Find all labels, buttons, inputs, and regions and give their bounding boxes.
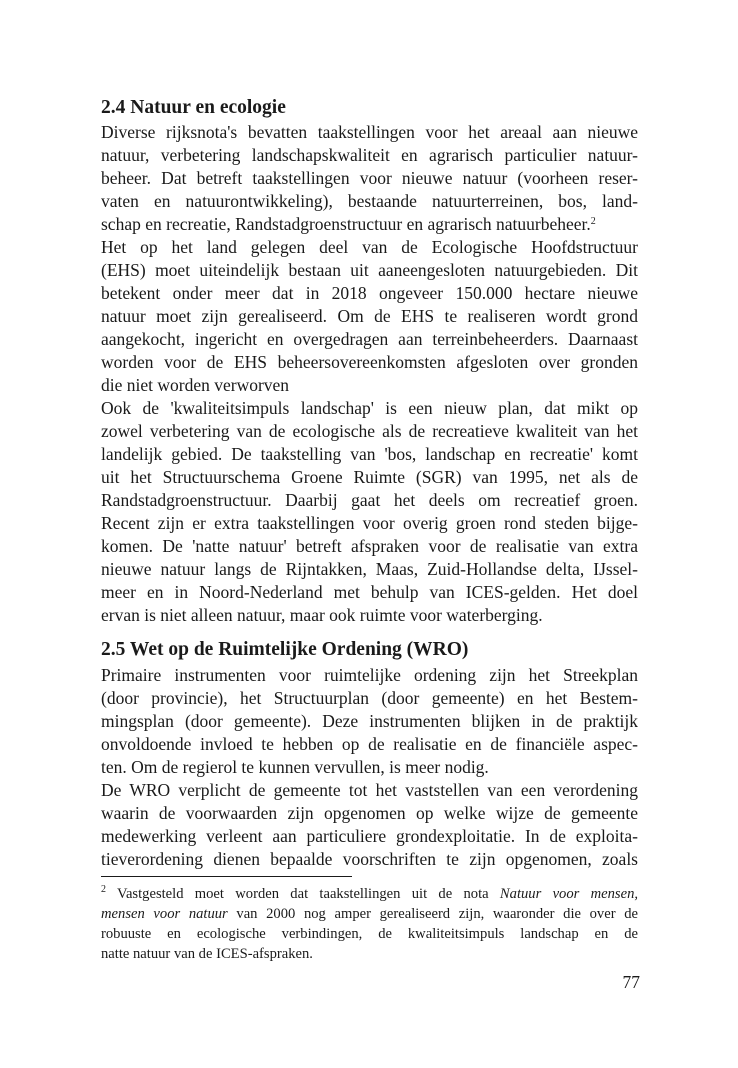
paragraph-line: tieverordening dienen bepaalde voorschriften te zijn opgenomen, zoals	[101, 849, 638, 869]
paragraph-line: beheer. Dat betreft taakstellingen voor nieuwe natuur (voorheen reser-	[101, 168, 638, 188]
paragraph-line: Recent zijn er extra taakstellingen voor overig groen rond steden bijge-	[101, 513, 638, 533]
paragraph-line: ten. Om de regierol te kunnen vervullen, is meer nodig.	[101, 757, 489, 777]
footnote-text: Vastgesteld moet worden dat taakstellingen uit de nota	[117, 886, 489, 902]
footnote-text: van 2000 nog amper gerealiseerd zijn, waaronder die over de	[236, 906, 638, 922]
section-heading-natuur-ecologie: 2.4 Natuur en ecologie	[101, 97, 286, 118]
page-number: 77	[622, 972, 640, 992]
footnote-line	[101, 885, 638, 905]
paragraph-line: Randstadgroenstructuur. Daarbij gaat het deels om recreatief groen.	[101, 490, 638, 510]
footnote-marker: 2	[101, 884, 106, 895]
paragraph-line: (EHS) moet uiteindelijk bestaan uit aaneengesloten natuurgebieden. Dit	[101, 260, 638, 280]
paragraph-line: (door provincie), het Structuurplan (door gemeente) en het Bestem-	[101, 688, 638, 708]
paragraph-line: ervan is niet alleen natuur, maar ook ruimte voor waterberging.	[101, 605, 543, 625]
paragraph-line: natuur moet zijn gerealiseerd. Om de EHS te realiseren wordt grond	[101, 306, 638, 326]
paragraph-line-text: schap en recreatie, Randstadgroenstructuur en agrarisch natuurbeheer.	[101, 214, 591, 234]
footnote-title-italic: mensen voor natuur	[101, 906, 228, 922]
footnote-line: robuuste en ecologische verbindingen, de kwaliteitsimpuls landschap en de	[101, 926, 638, 942]
footnote-separator	[101, 876, 352, 877]
footnote-title-italic: Natuur voor mensen,	[499, 886, 639, 902]
paragraph-line	[101, 213, 638, 236]
paragraph-line: komen. De 'natte natuur' betreft afspraken voor de realisatie van extra	[101, 536, 638, 556]
paragraph-line: nieuwe natuur langs de Rijntakken, Maas, Zuid-Hollandse delta, IJssel-	[101, 559, 638, 579]
paragraph-line: De WRO verplicht de gemeente tot het vaststellen van een verordening	[101, 780, 638, 800]
footnote-line	[101, 905, 638, 925]
footnote-reference: 2	[590, 216, 596, 227]
paragraph-line: landelijk gebied. De taakstelling van 'bos, landschap en recreatie' komt	[101, 444, 638, 464]
paragraph-line: Diverse rijksnota's bevatten taakstellingen voor het areaal aan nieuwe	[101, 122, 638, 142]
paragraph-line: vaten en natuurontwikkeling), bestaande natuurterreinen, bos, land-	[101, 191, 638, 211]
paragraph-line: Het op het land gelegen deel van de Ecologische Hoofdstructuur	[101, 237, 638, 257]
paragraph-line: Primaire instrumenten voor ruimtelijke ordening zijn het Streekplan	[101, 665, 638, 685]
paragraph-line: betekent onder meer dat in 2018 ongeveer 150.000 hectare nieuwe	[101, 283, 638, 303]
footnote-line: natte natuur van de ICES-afspraken.	[101, 946, 313, 962]
paragraph-line: uit het Structuurschema Groene Ruimte (SGR) van 1995, net als de	[101, 467, 638, 487]
section-heading-wro: 2.5 Wet op de Ruimtelijke Ordening (WRO)	[101, 639, 469, 660]
paragraph-line: medewerking verleent aan particuliere grondexploitatie. In de exploita-	[101, 826, 638, 846]
paragraph-line: zowel verbetering van de ecologische als de recreatieve kwaliteit van het	[101, 421, 638, 441]
paragraph-line: meer en in Noord-Nederland met behulp van ICES-gelden. Het doel	[101, 582, 638, 602]
paragraph-line: die niet worden verworven	[101, 375, 290, 395]
paragraph-line: waarin de voorwaarden zijn opgenomen op welke wijze de gemeente	[101, 803, 638, 823]
paragraph-line: onvoldoende invloed te hebben op de realisatie en de financiële aspec-	[101, 734, 638, 754]
paragraph-line: Ook de 'kwaliteitsimpuls landschap' is een nieuw plan, dat mikt op	[101, 398, 638, 418]
paragraph-line: natuur, verbetering landschapskwaliteit en agrarisch particulier natuur-	[101, 145, 638, 165]
paragraph-line: mingsplan (door gemeente). Deze instrumenten blijken in de praktijk	[101, 711, 638, 731]
paragraph-line: worden voor de EHS beheersovereenkomsten afgesloten over gronden	[101, 352, 638, 372]
paragraph-line: aangekocht, ingericht en overgedragen aan terreinbeheerders. Daarnaast	[101, 329, 638, 349]
